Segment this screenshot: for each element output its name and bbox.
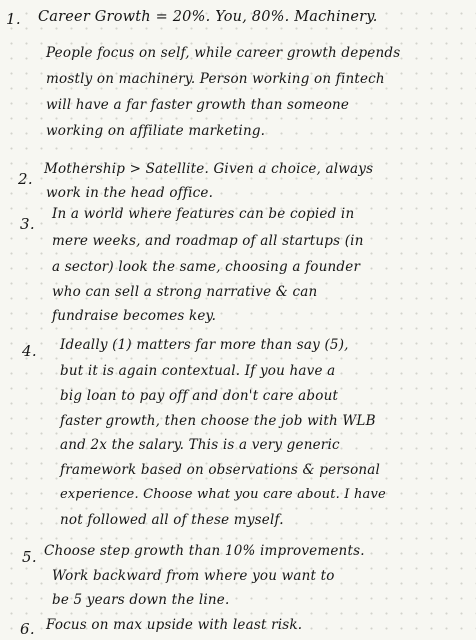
note-5-line-3: be 5 years down the line. bbox=[52, 592, 230, 608]
note-4-line-1: Ideally (1) matters far more than say (5), bbox=[60, 337, 349, 353]
note-4-line-8: not followed all of these myself. bbox=[60, 512, 284, 528]
note-4-number: 4. bbox=[22, 342, 37, 360]
note-4-line-6: framework based on observations & personal bbox=[60, 462, 381, 478]
note-3-line-5: fundraise becomes key. bbox=[52, 308, 217, 324]
note-3-line-1: In a world where features can be copied in bbox=[52, 206, 355, 222]
note-6-line-1: Focus on max upside with least risk. bbox=[46, 617, 303, 633]
note-2-number: 2. bbox=[18, 170, 33, 188]
note-1-line-5: working on affiliate marketing. bbox=[46, 123, 266, 139]
note-3-line-2: mere weeks, and roadmap of all startups (in bbox=[52, 233, 364, 249]
note-3-line-4: who can sell a strong narrative & can bbox=[52, 284, 318, 300]
note-3-line-3: a sector) look the same, choosing a founder bbox=[52, 259, 361, 275]
note-3-number: 3. bbox=[20, 215, 35, 233]
note-4-line-5: and 2x the salary. This is a very generic bbox=[60, 437, 340, 453]
note-1-line-4: will have a far faster growth than someone bbox=[46, 97, 350, 113]
note-1-line-1: Career Growth = 20%. You, 80%. Machinery. bbox=[38, 9, 378, 25]
note-5-line-1: Choose step growth than 10% improvements. bbox=[44, 543, 365, 559]
note-2-line-2: work in the head office. bbox=[46, 185, 214, 201]
note-4-line-7: experience. Choose what you care about. I have bbox=[60, 487, 386, 502]
note-1-number: 1. bbox=[6, 10, 21, 28]
note-1-line-3: mostly on machinery. Person working on fintech bbox=[46, 71, 385, 87]
note-6-number: 6. bbox=[20, 620, 35, 638]
note-5-number: 5. bbox=[22, 548, 37, 566]
note-2-line-1: Mothership > Satellite. Given a choice, always bbox=[44, 161, 374, 177]
note-4-line-2: but it is again contextual. If you have a bbox=[60, 363, 336, 379]
note-1-line-2: People focus on self, while career growth depends bbox=[46, 45, 401, 61]
note-5-line-2: Work backward from where you want to bbox=[52, 568, 335, 584]
note-4-line-3: big loan to pay off and don't care about bbox=[60, 388, 339, 404]
note-4-line-4: faster growth, then choose the job with WLB bbox=[60, 413, 376, 429]
